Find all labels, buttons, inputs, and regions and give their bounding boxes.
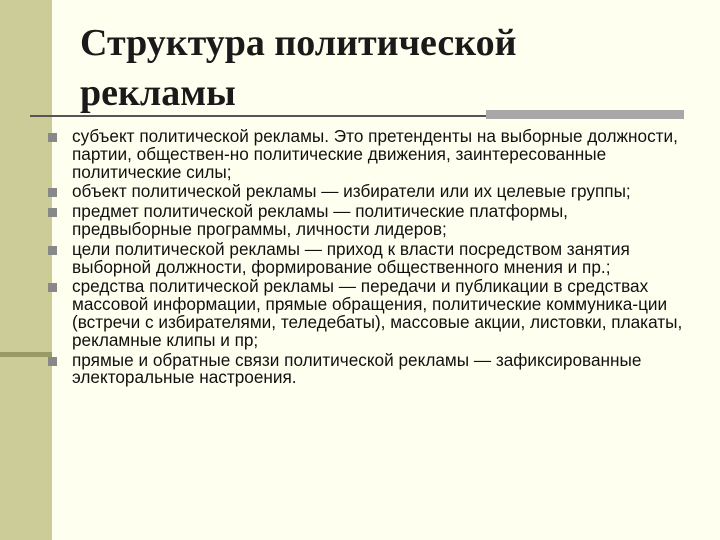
list-item (46, 349, 686, 388)
title-divider (30, 110, 684, 122)
left-band-marker (0, 352, 52, 357)
left-decor-band (0, 0, 52, 540)
square-bullet-icon (48, 357, 57, 366)
list-item-text: средства политической рекламы — передачи и публикации в средствах массовой информации, прямые обращения, политические коммуника-ции (встречи с избирателями, теледебаты), массовые акции, листовки, плакаты, рекламные клипы и пр; (72, 276, 683, 350)
list-item (46, 278, 686, 349)
bullet-list (46, 128, 686, 389)
list-item-text: субъект политической рекламы. Это претенденты на выборные должности, партии, обществен-но политические движения, заинтересованные политические силы; (72, 126, 678, 182)
list-item (46, 183, 686, 201)
slide-title (80, 18, 680, 118)
square-bullet-icon (48, 133, 57, 142)
list-item-text: объект политической рекламы — избиратели или их целевые группы; (72, 181, 631, 202)
list-item (46, 238, 686, 277)
list-item (46, 128, 686, 181)
list-item-text: цели политической рекламы — приход к власти посредством занятия выборной должности, формирование общественного мнения и пр.; (72, 238, 630, 277)
list-item-text: предмет политической рекламы — политические платформы, предвыборные программы, личности лидеров; (72, 201, 568, 239)
list-item-text: прямые и обратные связи политической рекламы — зафиксированные электоральные настроения. (72, 349, 642, 388)
list-item (46, 203, 686, 239)
slide-title-line-2: рекламы (80, 72, 236, 114)
square-bullet-icon (48, 246, 57, 255)
square-bullet-icon (48, 208, 57, 217)
title-divider-accent (486, 110, 684, 119)
square-bullet-icon (48, 188, 57, 197)
slide-title-line-1: Структура политической (80, 22, 517, 64)
square-bullet-icon (48, 283, 57, 292)
